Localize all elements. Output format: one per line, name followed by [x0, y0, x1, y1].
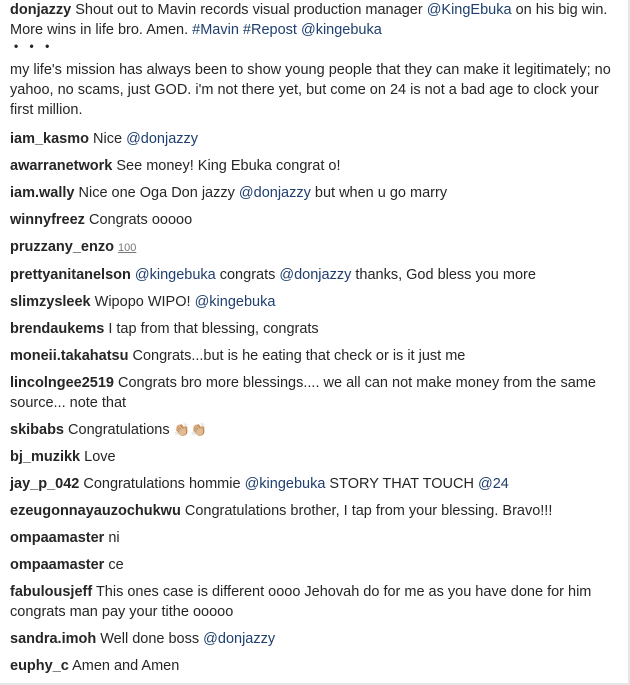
comment-username[interactable]: lincolngee2519	[10, 375, 114, 391]
comment-text: Amen and Amen	[68, 658, 180, 674]
comment-row	[10, 129, 622, 149]
hashtag-link[interactable]: #Mavin	[192, 22, 239, 38]
comment-text: on his big win. More wins in life bro. Amen.	[10, 2, 608, 38]
comment-row	[10, 629, 622, 649]
comment-row	[10, 319, 622, 339]
comment-username[interactable]: brendaukems	[10, 321, 105, 337]
comment-text: Well done boss	[96, 631, 204, 647]
comment-username[interactable]: pruzzany_enzo	[10, 239, 114, 255]
comment-text: Nice	[89, 131, 127, 147]
mention-link[interactable]: @24	[477, 476, 509, 492]
comment-text: ni	[104, 530, 120, 546]
comment-row	[10, 447, 622, 467]
mention-link[interactable]: @donjazzy	[238, 185, 311, 201]
comment-text: congrats	[215, 267, 280, 283]
comment-list	[10, 129, 622, 676]
comment-row	[10, 373, 622, 413]
comment-username[interactable]: jay_p_042	[10, 476, 80, 492]
comment-row	[10, 183, 622, 203]
comment-row	[10, 656, 622, 676]
comment-text: See money! King Ebuka congrat o!	[112, 158, 341, 174]
comment-username[interactable]: bj_muzikk	[10, 449, 81, 465]
comment-text: Nice one Oga Don jazzy	[74, 185, 239, 201]
mention-link[interactable]: @donjazzy	[126, 131, 199, 147]
comment-row	[10, 346, 622, 366]
post-caption	[10, 0, 622, 40]
comment-text: Congratulations	[64, 422, 174, 438]
comment-text: I tap from that blessing, congrats	[104, 321, 319, 337]
comment-row	[10, 156, 622, 176]
comment-row	[10, 555, 622, 575]
clapping-hands-icon: 👏🏼👏🏼	[173, 422, 208, 437]
comment-username[interactable]: ompaamaster	[10, 557, 105, 573]
comment-row	[10, 210, 622, 230]
comment-username[interactable]: awarranetwork	[10, 158, 113, 174]
mention-link[interactable]: @kingebuka	[300, 22, 382, 38]
comment-username[interactable]: ompaamaster	[10, 530, 105, 546]
post-story: my life's mission has always been to show young people that they can make it legitimately; no yahoo, no scams, just GOD. i'm not there yet, but come on 24 is not a bad age to clock your first million.	[10, 62, 611, 118]
comment-username[interactable]: iam.wally	[10, 185, 75, 201]
comment-row	[10, 265, 622, 285]
comment-username[interactable]: prettyanitanelson	[10, 267, 131, 283]
comment-username[interactable]: fabulousjeff	[10, 584, 93, 600]
mention-link[interactable]: @donjazzy	[279, 267, 352, 283]
caption-text	[10, 2, 607, 38]
mention-link[interactable]: @kingebuka	[244, 476, 326, 492]
comment-username[interactable]: winnyfreez	[10, 212, 85, 228]
comment-text: thanks, God bless you more	[351, 267, 536, 283]
comment-text: but when u go marry	[310, 185, 448, 201]
comment-username[interactable]: skibabs	[10, 422, 64, 438]
comment-text: STORY THAT TOUCH	[325, 476, 478, 492]
mention-link[interactable]: @kingebuka	[134, 267, 216, 283]
mention-link[interactable]: @KingEbuka	[426, 2, 512, 18]
mention-link[interactable]: @kingebuka	[194, 294, 276, 310]
comment-row	[10, 582, 622, 622]
comment-row	[10, 501, 622, 521]
comment-username[interactable]: slimzysleek	[10, 294, 91, 310]
comment-text: Shout out to Mavin records visual production manager	[71, 2, 427, 18]
comment-text: Congrats bro more blessings.... we all can not make money from the same source... note that	[10, 375, 596, 411]
comments-panel	[10, 0, 622, 676]
comment-text: Congrats ooooo	[84, 212, 193, 228]
hundred-emoji-icon: 100	[117, 242, 137, 254]
comment-text: Congratulations hommie	[79, 476, 245, 492]
comment-text: Wipopo WIPO!	[90, 294, 195, 310]
comment-text: This ones case is different oooo Jehovah do for me as you have done for him congrats man pay your tithe ooooo	[10, 584, 592, 620]
comment-row	[10, 292, 622, 312]
comment-row	[10, 528, 622, 548]
comment-row	[10, 237, 622, 258]
more-dots-icon[interactable]: • • •	[14, 39, 54, 53]
comment-row	[10, 474, 622, 494]
comment-username[interactable]: sandra.imoh	[10, 631, 97, 647]
author-username[interactable]: donjazzy	[10, 2, 72, 18]
mention-link[interactable]: @donjazzy	[203, 631, 276, 647]
comment-text: ce	[104, 557, 124, 573]
comment-username[interactable]: ezeugonnayauzochukwu	[10, 503, 181, 519]
comment-text: Congratulations brother, I tap from your blessing. Bravo!!!	[180, 503, 553, 519]
comment-username[interactable]: euphy_c	[10, 658, 69, 674]
comment-text: Congrats...but is he eating that check or is it just me	[128, 348, 466, 364]
comment-username[interactable]: iam_kasmo	[10, 131, 89, 147]
comment-text: Love	[80, 449, 116, 465]
hashtag-link[interactable]: #Repost	[242, 22, 297, 38]
comment-row	[10, 420, 622, 440]
comment-username[interactable]: moneii.takahatsu	[10, 348, 129, 364]
